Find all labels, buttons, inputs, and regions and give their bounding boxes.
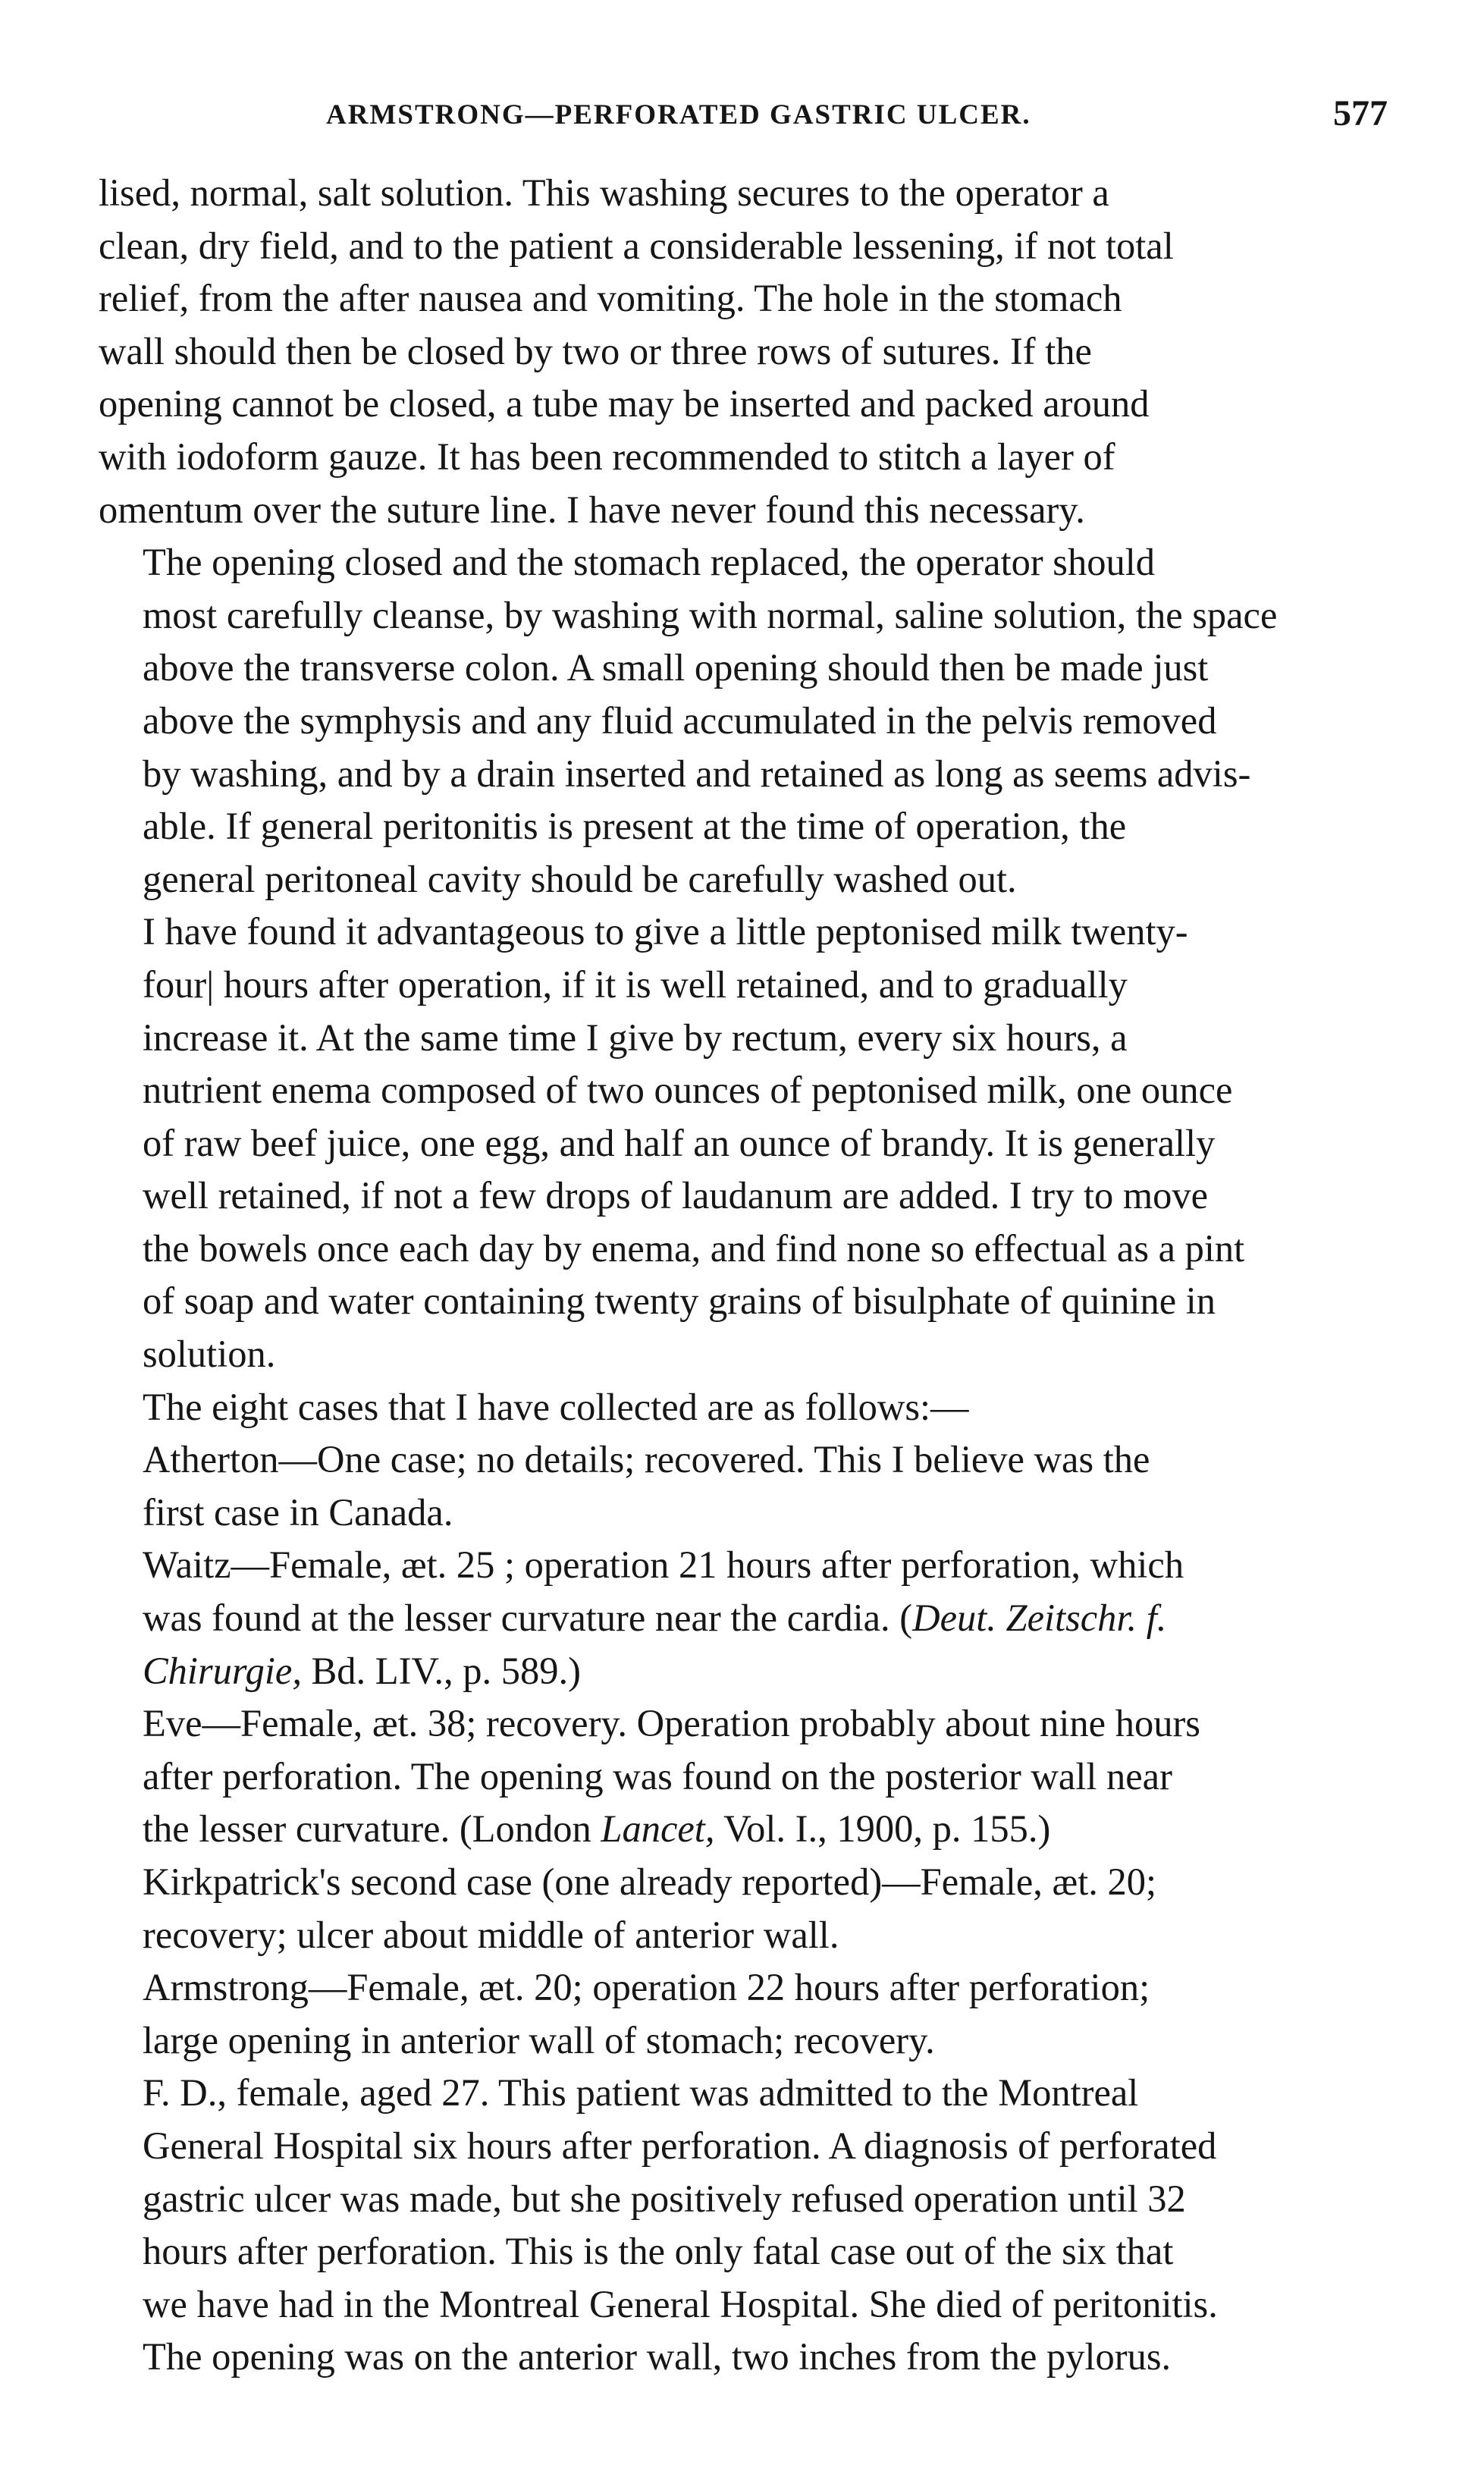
text-line xyxy=(99,1803,1388,1856)
text-segment: Vol. I., 1900, p. 155.) xyxy=(714,1807,1051,1851)
text-line: Atherton—One case; no details; recovered. This I believe was the xyxy=(143,1438,1150,1481)
text-line: General Hospital six hours after perforation. A diagnosis of perforated xyxy=(143,2124,1217,2167)
text-line: lised, normal, salt solution. This washing secures to the operator a xyxy=(99,171,1109,214)
running-header xyxy=(99,91,1388,144)
text-line: clean, dry field, and to the patient a considerable lessening, if not total xyxy=(99,224,1174,267)
journal-citation: Lancet, xyxy=(601,1807,715,1851)
text-line: The opening closed and the stomach replaced, the operator should xyxy=(143,541,1155,584)
text-line: recovery; ulcer about middle of anterior wall. xyxy=(143,1913,839,1956)
text-line: Waitz—Female, æt. 25 ; operation 21 hours after perforation, which xyxy=(143,1543,1184,1587)
paragraph-2 xyxy=(99,536,1388,906)
running-title: ARMSTRONG—PERFORATED GASTRIC ULCER. xyxy=(326,99,1031,130)
text-line: I have found it advantageous to give a little peptonised milk twenty- xyxy=(143,910,1188,953)
case-armstrong xyxy=(99,1961,1388,2067)
text-line: wall should then be closed by two or three rows of sutures. If the xyxy=(99,329,1092,372)
text-line: omentum over the suture line. I have never found this necessary. xyxy=(99,488,1085,531)
text-line: we have had in the Montreal General Hospital. She died of peritonitis. xyxy=(143,2282,1218,2325)
text-line: relief, from the after nausea and vomiting. The hole in the stomach xyxy=(99,277,1122,320)
text-line: first case in Canada. xyxy=(143,1490,453,1534)
text-line: hours after perforation. This is the only fatal case out of the six that xyxy=(143,2230,1174,2273)
text-segment: was found at the lesser curvature near the cardia. ( xyxy=(143,1597,913,1640)
text-line: above the transverse colon. A small opening should then be made just xyxy=(143,646,1209,689)
journal-citation: Chirurgie, xyxy=(143,1649,302,1692)
page-number: 577 xyxy=(1333,93,1388,133)
text-line: general peritoneal cavity should be carefully washed out. xyxy=(143,857,1017,900)
text-line: with iodoform gauze. It has been recommended to stitch a layer of xyxy=(99,435,1115,478)
case-eve xyxy=(99,1697,1388,1856)
text-line: nutrient enema composed of two ounces of peptonised milk, one ounce xyxy=(143,1069,1233,1112)
text-line: able. If general peritonitis is present at the time of operation, the xyxy=(143,805,1127,848)
book-page xyxy=(99,91,1388,2384)
text-line: Kirkpatrick's second case (one already reported)—Female, æt. 20; xyxy=(143,1860,1157,1903)
text-line: increase it. At the same time I give by rectum, every six hours, a xyxy=(143,1016,1128,1059)
text-segment: Bd. LIV., p. 589.) xyxy=(301,1649,581,1692)
text-line: The opening was on the anterior wall, two inches from the pylorus. xyxy=(143,2335,1172,2379)
text-line: of raw beef juice, one egg, and half an ounce of brandy. It is generally xyxy=(143,1121,1216,1164)
text-line: four| hours after operation, if it is well retained, and to gradually xyxy=(143,962,1128,1006)
text-line xyxy=(99,1592,1388,1645)
text-line: F. D., female, aged 27. This patient was admitted to the Montreal xyxy=(143,2071,1139,2115)
case-fd xyxy=(99,2067,1388,2384)
text-line xyxy=(99,1645,1388,1698)
text-line: after perforation. The opening was found on the posterior wall near xyxy=(143,1754,1172,1798)
text-line: opening cannot be closed, a tube may be inserted and packed around xyxy=(99,382,1150,425)
text-line: Eve—Female, æt. 38; recovery. Operation probably about nine hours xyxy=(143,1702,1200,1745)
case-kirkpatrick xyxy=(99,1856,1388,1961)
text-line: of soap and water containing twenty grains of bisulphate of quinine in xyxy=(143,1280,1216,1323)
text-line: most carefully cleanse, by washing with normal, saline solution, the space xyxy=(143,593,1278,636)
text-line: large opening in anterior wall of stomach; recovery. xyxy=(143,2018,935,2061)
journal-citation: Deut. Zeitschr. f. xyxy=(912,1597,1167,1640)
paragraph-1 xyxy=(99,167,1388,536)
text-line: solution. xyxy=(143,1333,276,1376)
text-line: well retained, if not a few drops of laudanum are added. I try to move xyxy=(143,1174,1209,1217)
case-waitz xyxy=(99,1539,1388,1697)
text-line: gastric ulcer was made, but she positively refused operation until 32 xyxy=(143,2177,1186,2220)
text-line: Armstrong—Female, æt. 20; operation 22 hours after perforation; xyxy=(143,1966,1150,2009)
text-segment: the lesser curvature. (London xyxy=(143,1807,601,1851)
text-line: above the symphysis and any fluid accumulated in the pelvis removed xyxy=(143,699,1217,742)
text-line: the bowels once each day by enema, and find none so effectual as a pint xyxy=(143,1226,1245,1270)
text-line: by washing, and by a drain inserted and retained as long as seems advis- xyxy=(143,752,1251,795)
paragraph-3 xyxy=(99,906,1388,1380)
case-atherton xyxy=(99,1433,1388,1539)
text-line: The eight cases that I have collected are as follows:— xyxy=(143,1385,969,1428)
cases-intro xyxy=(99,1381,1388,1434)
